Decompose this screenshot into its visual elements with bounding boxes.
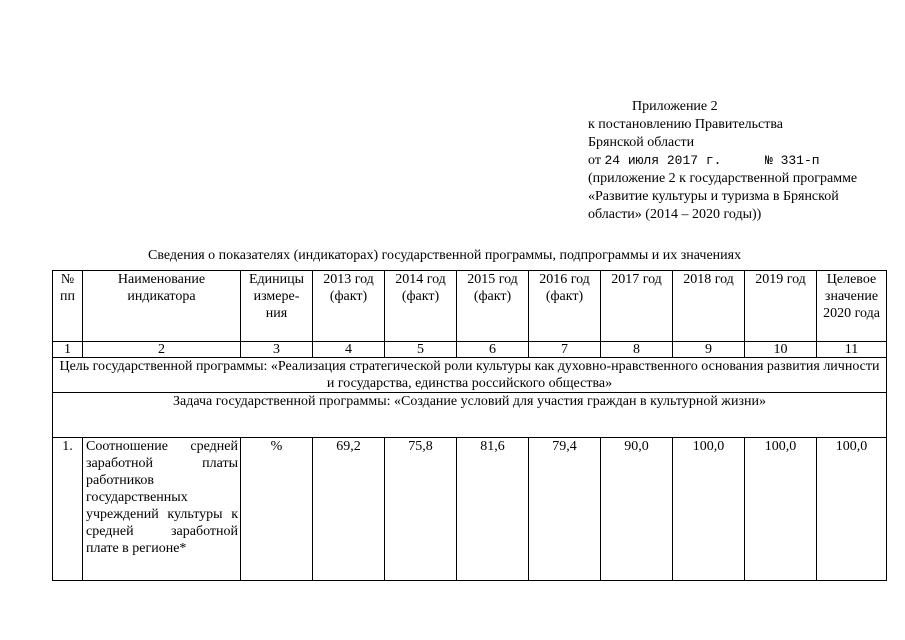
header-cell: № пп — [53, 271, 83, 342]
column-number: 1 — [53, 342, 83, 358]
header-cell: 2015 год (факт) — [457, 271, 529, 342]
header-cell: 2019 год — [745, 271, 817, 342]
decree-date: 24 июля 2017 г. — [604, 153, 722, 168]
value-cell: 90,0 — [601, 438, 673, 581]
value-cell: 81,6 — [457, 438, 529, 581]
column-number: 9 — [673, 342, 745, 358]
column-number: 4 — [313, 342, 385, 358]
header-cell: 2016 год (факт) — [529, 271, 601, 342]
value-cell: 100,0 — [673, 438, 745, 581]
indicators-table — [52, 270, 887, 581]
column-number: 7 — [529, 342, 601, 358]
appendix-header — [588, 98, 888, 224]
appendix-line-program-years: области» (2014 – 2020 годы)) — [588, 207, 762, 222]
decree-number: № 331-п — [764, 153, 820, 168]
program-goal: Цель государственной программы: «Реализация стратегической роли культуры как духовно-нравственного основания развития личности и государства, единства российского общества» — [53, 358, 887, 393]
column-number: 11 — [817, 342, 887, 358]
header-cell: Единицы измере-ния — [241, 271, 313, 342]
appendix-line-program-name: «Развитие культуры и туризма в Брянской — [588, 189, 839, 204]
appendix-line-region: Брянской области — [588, 135, 695, 150]
value-cell: 69,2 — [313, 438, 385, 581]
column-number: 6 — [457, 342, 529, 358]
program-task: Задача государственной программы: «Создание условий для участия граждан в культурной жизни» — [53, 393, 887, 438]
header-cell: Наименование индикатора — [83, 271, 241, 342]
column-number-row — [53, 342, 887, 358]
appendix-line-decree: к постановлению Правительства — [588, 117, 784, 132]
header-cell: 2013 год (факт) — [313, 271, 385, 342]
appendix-line-program: (приложение 2 к государственной программе — [588, 171, 858, 186]
indicator-unit: % — [241, 438, 313, 581]
value-cell: 100,0 — [817, 438, 887, 581]
header-cell: 2018 год — [673, 271, 745, 342]
date-prefix: от — [588, 153, 601, 168]
header-cell: Целевое значение 2020 года — [817, 271, 887, 342]
column-number: 2 — [83, 342, 241, 358]
program-task-row — [53, 393, 887, 438]
value-cell: 75,8 — [385, 438, 457, 581]
column-number: 10 — [745, 342, 817, 358]
value-cell: 100,0 — [745, 438, 817, 581]
column-number: 5 — [385, 342, 457, 358]
column-number: 8 — [601, 342, 673, 358]
column-number: 3 — [241, 342, 313, 358]
indicator-name: Соотношение средней заработной платы работников государственных учреждений культуры к средней заработной плате в регионе* — [83, 438, 241, 581]
header-cell: 2014 год (факт) — [385, 271, 457, 342]
appendix-title: Приложение 2 — [632, 99, 718, 114]
table-row — [53, 438, 887, 581]
appendix-date-line — [588, 152, 888, 170]
program-goal-row — [53, 358, 887, 393]
header-row — [53, 271, 887, 342]
value-cell: 79,4 — [529, 438, 601, 581]
table-title: Сведения о показателях (индикаторах) государственной программы, подпрограммы и их значениях — [148, 248, 742, 263]
header-cell: 2017 год — [601, 271, 673, 342]
row-number: 1. — [53, 438, 83, 581]
